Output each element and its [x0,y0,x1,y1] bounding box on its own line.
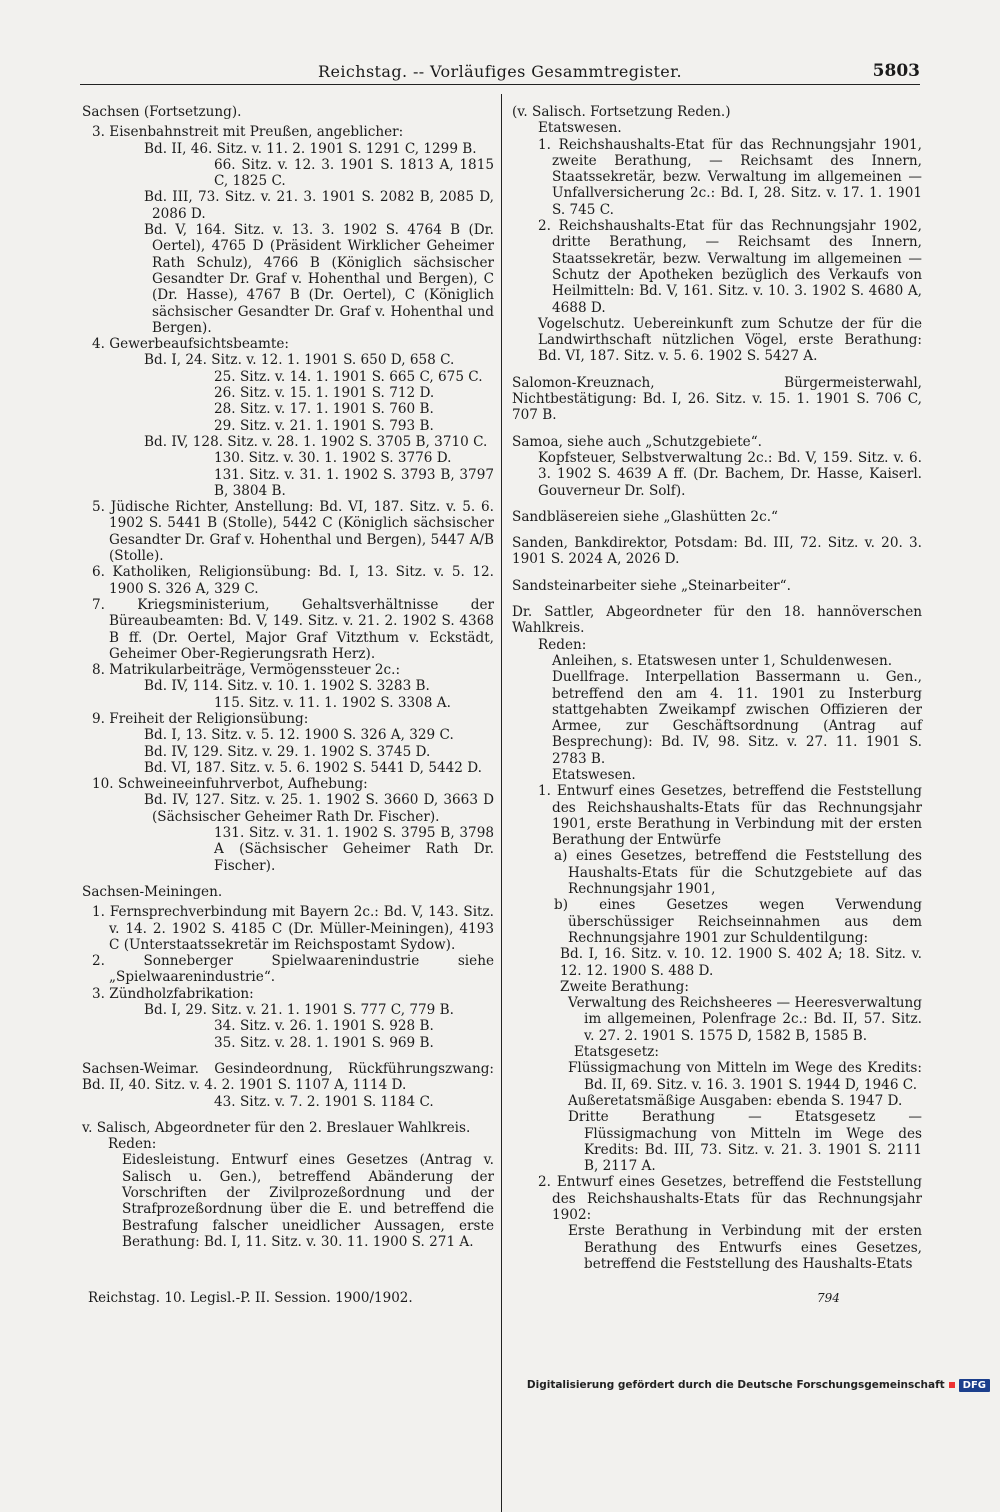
index-entry: Bd. I, 16. Sitz. v. 10. 12. 1900 S. 402 A; 18. Sitz. v. 12. 12. 1900 S. 488 D. [560,946,922,979]
index-entry: 7. Kriegsministerium, Gehaltsverhältnisse der Büreaubeamten: Bd. V, 149. Sitz. v. 21. 2. 1902 S. 4368 B ff. (Dr. Oertel, Major Graf Vitzthum v. Eckstädt, Geheimer Ober-Regierungsrath Herz). [92,596,494,662]
index-entry: Samoa, siehe auch „Schutzgebiete“. [512,433,762,450]
digitization-text: Digitalisierung gefördert durch die Deutsche Forschungsgemeinschaft [526,1379,945,1391]
index-entry: Bd. V, 164. Sitz. v. 13. 3. 1902 S. 4764 B (Dr. Oertel), 4765 D (Präsident Wirklicher Geheimer Rath Schulz), 4766 B (Königlich sächsischer Gesandter Dr. Graf v. Hohenthal und Bergen), C (Dr. Hasse), 4767 B (Dr. Oertel), C (Königlich sächsischer Gesandter Dr. Graf v. Hohenthal und Bergen). [144,222,494,336]
index-entry: 9. Freiheit der Religionsübung: [92,710,309,727]
index-entry: Bd. VI, 187. Sitz. v. 5. 6. 1902 S. 5441 D, 5442 D. [144,759,482,776]
index-entry: Sanden, Bankdirektor, Potsdam: Bd. III, 72. Sitz. v. 20. 3. 1901 S. 2024 A, 2026 D. [512,535,922,568]
index-entry: Zweite Berathung: [560,978,689,995]
index-entry: 34. Sitz. v. 26. 1. 1901 S. 928 B. [214,1018,434,1035]
index-entry: Reden: [538,636,587,653]
separator-square-icon [949,1382,955,1388]
running-title: Reichstag. -- Vorläufiges Gesammtregister. [318,62,682,81]
index-entry: 131. Sitz. v. 31. 1. 1902 S. 3793 B, 3797 B, 3804 B. [214,466,494,499]
index-entry: Sachsen (Fortsetzung). [82,104,242,120]
index-entry: 26. Sitz. v. 15. 1. 1901 S. 712 D. [214,385,435,402]
spacer [512,499,922,509]
index-entry: Sachsen-Weimar. Gesindeordnung, Rückführungszwang: Bd. II, 40. Sitz. v. 4. 2. 1901 S. 1107 A, 1114 D. [82,1060,494,1094]
index-entry: v. Salisch, Abgeordneter für den 2. Breslauer Wahlkreis. [82,1119,471,1136]
index-entry: Verwaltung des Reichsheeres — Heeresverwaltung im allgemeinen, Polenfrage 2c.: Bd. II, 57. Sitz. v. 27. 2. 1901 S. 1575 D, 1582 B, 1585 B. [568,995,922,1044]
left-column [82,104,494,1250]
spacer [512,424,922,434]
index-entry: Reden: [108,1136,157,1153]
index-entry: b) eines Gesetzes wegen Verwendung überschüssiger Reichseinnahmen aus dem Rechnungsjahre 1901 zur Schuldentilgung: [554,897,922,946]
index-entry: Eidesleistung. Entwurf eines Gesetzes (Antrag v. Salisch u. Gen.), betreffend Abänderung der Vorschriften der Zivilprozeßordnung und der Strafprozeßordnung über die E. und betreffend die Bestrafung falscher uneidlicher Aussagen, erste Berathung: Bd. I, 11. Sitz. v. 30. 11. 1900 S. 271 A. [122,1152,494,1250]
session-footer: Reichstag. 10. Legisl.-P. II. Session. 1900/1902. [88,1290,413,1306]
spacer [82,874,494,884]
index-entry: Dritte Berathung — Etatsgesetz — Flüssigmachung von Mitteln im Wege des Kredits: Bd. III, 73. Sitz. v. 21. 3. 1901 S. 2111 B, 2117 A. [568,1109,922,1175]
index-entry: Etatswesen. [538,120,622,137]
spacer [512,365,922,375]
index-entry: Duellfrage. Interpellation Bassermann u. Gen., betreffend den am 4. 11. 1901 zu Insterburg stattgehabten Zweikampf zwischen Offizieren der Armee, zur Geschäftsordnung (Antrag auf Besprechung): Bd. IV, 98. Sitz. v. 27. 11. 1901 S. 2783 B. [552,669,922,767]
index-entry: 131. Sitz. v. 31. 1. 1902 S. 3795 B, 3798 A (Sächsischer Geheimer Rath Dr. Fischer). [214,825,494,874]
spacer [82,1110,494,1120]
right-column [512,104,922,1272]
index-entry: 25. Sitz. v. 14. 1. 1901 S. 665 C, 675 C. [214,368,483,385]
spacer [512,525,922,535]
page-number: 5803 [872,61,920,81]
spacer [82,1051,494,1061]
dfg-logo: DFG [959,1379,990,1392]
index-entry: a) eines Gesetzes, betreffend die Feststellung des Haushalts-Etats für die Schutzgebiete auf das Rechnungsjahr 1901, [554,848,922,898]
index-entry: Dr. Sattler, Abgeordneter für den 18. hannöverschen Wahlkreis. [512,604,922,637]
index-entry: Vogelschutz. Uebereinkunft zum Schutze der für die Landwirthschaft nützlichen Vögel, erste Berathung: Bd. VI, 187. Sitz. v. 5. 6. 1902 S. 5427 A. [538,315,922,365]
index-entry: Bd. I, 13. Sitz. v. 5. 12. 1900 S. 326 A, 329 C. [144,727,454,744]
index-entry: 10. Schweineeinfuhrverbot, Aufhebung: [92,776,368,793]
folio-number: 794 [817,1291,840,1305]
index-entry: 1. Reichshaushalts-Etat für das Rechnungsjahr 1901, zweite Berathung, — Reichsamt des Innern, Staatssekretär, bezw. Verwaltung im allgemeinen — Unfallversicherung 2c.: Bd. I, 28. Sitz. v. 17. 1. 1901 S. 745 C. [538,136,922,218]
spacer [512,568,922,578]
index-entry: Kopfsteuer, Selbstverwaltung 2c.: Bd. V, 159. Sitz. v. 6. 3. 1902 S. 4639 A ff. (Dr. Bachem, Dr. Hasse, Kaiserl. Gouverneur Dr. Solf). [538,449,922,499]
index-entry: 6. Katholiken, Religionsübung: Bd. I, 13. Sitz. v. 5. 12. 1900 S. 326 A, 329 C. [92,564,494,597]
index-entry: Etatsgesetz: [574,1044,659,1061]
index-entry: 130. Sitz. v. 30. 1. 1902 S. 3776 D. [214,450,452,467]
index-entry: Flüssigmachung von Mitteln im Wege des Kredits: Bd. II, 69. Sitz. v. 16. 3. 1901 S. 1944 D, 1946 C. [568,1060,922,1093]
index-entry: Bd. IV, 128. Sitz. v. 28. 1. 1902 S. 3705 B, 3710 C. [144,433,488,450]
index-entry: 28. Sitz. v. 17. 1. 1901 S. 760 B. [214,401,434,418]
index-entry: 35. Sitz. v. 28. 1. 1901 S. 969 B. [214,1034,434,1051]
index-entry: 115. Sitz. v. 11. 1. 1902 S. 3308 A. [214,694,451,711]
index-entry: 3. Zündholzfabrikation: [92,985,254,1002]
index-entry: 2. Sonneberger Spielwaarenindustrie siehe „Spielwaarenindustrie“. [92,953,494,986]
index-entry: Außeretatsmäßige Ausgaben: ebenda S. 1947 D. [568,1092,903,1109]
index-entry: 1. Fernsprechverbindung mit Bayern 2c.: Bd. V, 143. Sitz. v. 14. 2. 1902 S. 4185 C (Dr. Müller-Meiningen), 4193 C (Unterstaatssekretär im Reichspostamt Sydow). [92,904,494,953]
column-divider [501,94,502,1512]
spacer [512,594,922,604]
index-entry: Bd. III, 73. Sitz. v. 21. 3. 1901 S. 2082 B, 2085 D, 2086 D. [144,189,494,222]
running-header [80,62,920,85]
index-entry: 2. Reichshaushalts-Etat für das Rechnungsjahr 1902, dritte Berathung, — Reichsamt des Innern, Staatssekretär, bezw. Verwaltung im allgemeinen — Schutz der Apotheken bezüglich des Verkaufs von Heilmitteln: Bd. V, 161. Sitz. v. 10. 3. 1902 S. 4680 A, 4688 D. [538,218,922,316]
index-entry: 5. Jüdische Richter, Anstellung: Bd. VI, 187. Sitz. v. 5. 6. 1902 S. 5441 B (Stolle), 5442 C (Königlich sächsischer Gesandter Dr. Graf v. Hohenthal und Bergen), 5447 A/B (Stolle). [92,499,494,565]
index-entry: 1. Entwurf eines Gesetzes, betreffend die Feststellung des Reichshaushalts-Etats für das Rechnungsjahr 1901, erste Berathung in Verbindung mit der ersten Berathung der Entwürfe [538,783,922,849]
index-entry: 8. Matrikularbeiträge, Vermögenssteuer 2c.: [92,662,401,679]
index-entry: 2. Entwurf eines Gesetzes, betreffend die Feststellung des Reichshaushalts-Etats für das Rechnungsjahr 1902: [538,1174,922,1223]
index-entry: 29. Sitz. v. 21. 1. 1901 S. 793 B. [214,417,434,434]
index-entry: Etatswesen. [552,766,636,783]
index-entry: Sandbläsereien siehe „Glashütten 2c.“ [512,508,778,525]
digitization-credit [527,1376,990,1394]
index-entry: (v. Salisch. Fortsetzung Reden.) [512,104,731,120]
index-entry: Sachsen-Meiningen. [82,883,223,900]
index-entry: Sandsteinarbeiter siehe „Steinarbeiter“. [512,577,791,594]
index-entry: Erste Berathung in Verbindung mit der ersten Berathung des Entwurfs eines Gesetzes, betreffend die Feststellung des Haushalts-Etats [568,1223,922,1272]
index-entry: Bd. IV, 127. Sitz. v. 25. 1. 1902 S. 3660 D, 3663 D (Sächsischer Geheimer Rath Dr. Fischer). [144,792,494,825]
index-entry: Salomon-Kreuznach, Bürgermeisterwahl, Nichtbestätigung: Bd. I, 26. Sitz. v. 15. 1. 1901 S. 706 C, 707 B. [512,374,922,424]
index-entry: Bd. I, 29. Sitz. v. 21. 1. 1901 S. 777 C, 779 B. [144,1002,454,1019]
index-entry: Bd. I, 24. Sitz. v. 12. 1. 1901 S. 650 D, 658 C. [144,352,455,369]
index-entry: 3. Eisenbahnstreit mit Preußen, angeblicher: [92,124,404,141]
index-entry: Bd. IV, 114. Sitz. v. 10. 1. 1902 S. 3283 B. [144,678,430,695]
index-entry: Anleihen, s. Etatswesen unter 1, Schuldenwesen. [552,652,893,669]
index-entry: Bd. II, 46. Sitz. v. 11. 2. 1901 S. 1291 C, 1299 B. [144,140,477,157]
index-entry: Bd. IV, 129. Sitz. v. 29. 1. 1902 S. 3745 D. [144,743,431,760]
index-entry: 66. Sitz. v. 12. 3. 1901 S. 1813 A, 1815 C, 1825 C. [214,156,494,190]
index-entry: 4. Gewerbeaufsichtsbeamte: [92,336,289,353]
index-entry: 43. Sitz. v. 7. 2. 1901 S. 1184 C. [214,1093,434,1110]
